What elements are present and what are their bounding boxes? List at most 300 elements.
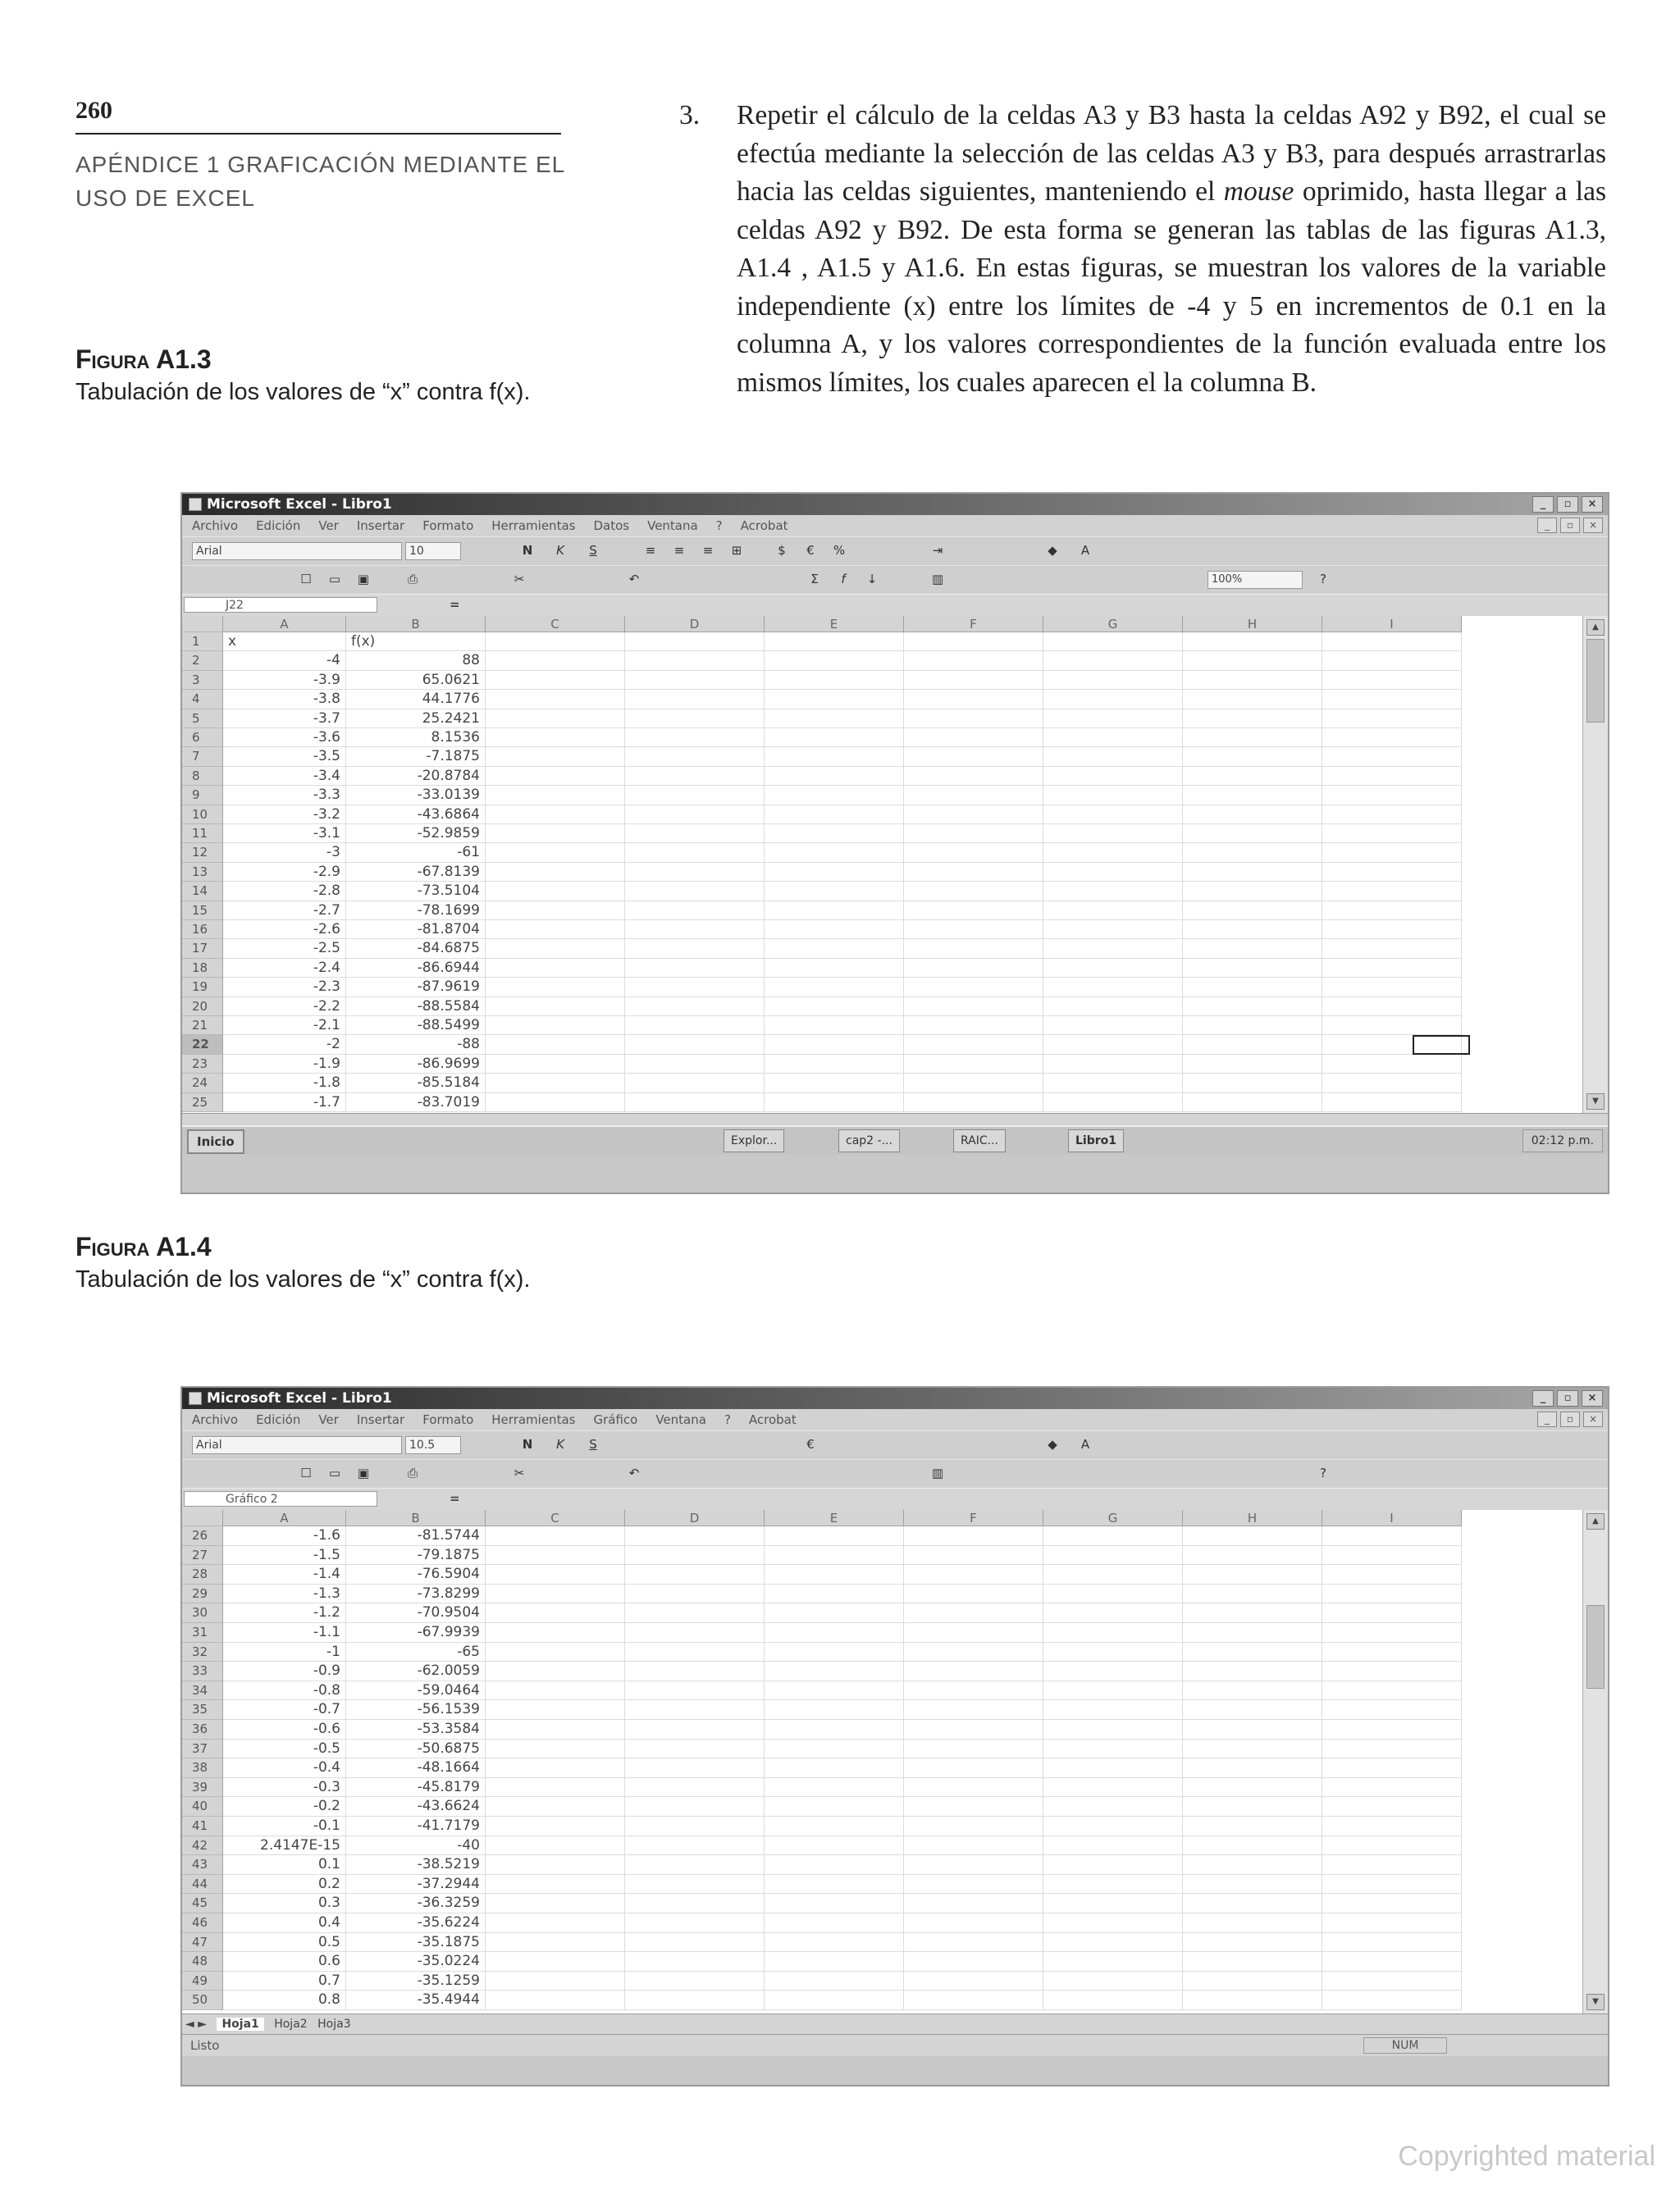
cell-empty[interactable] [1043,1778,1183,1798]
cell-empty[interactable] [904,882,1043,901]
sheet-tab-hoja1[interactable]: Hoja1 [217,2018,263,2031]
cell-x-value[interactable]: 0.3 [223,1894,346,1913]
cell-empty[interactable] [765,1700,904,1720]
menu-item[interactable]: Formato [422,1412,474,1427]
cell-empty[interactable] [625,1565,765,1585]
cell-fx-value[interactable]: -33.0139 [346,786,486,805]
cell-empty[interactable] [765,1662,904,1681]
cell-empty[interactable] [1322,1875,1462,1895]
cell-fx-value[interactable]: -87.9619 [346,978,486,997]
cell-empty[interactable] [1183,1526,1322,1546]
cell-empty[interactable] [1322,1093,1462,1112]
help-icon[interactable]: ? [1320,1466,1326,1480]
cell-empty[interactable] [625,651,765,670]
chart-icon[interactable]: ▥ [931,572,944,586]
cell-empty[interactable] [625,1035,765,1054]
cell-empty[interactable] [1043,1758,1183,1778]
cell-fx-value[interactable]: -56.1539 [346,1700,486,1720]
cell-empty[interactable] [486,920,625,939]
cell-empty[interactable] [625,824,765,843]
cell-empty[interactable] [765,1894,904,1913]
row-header[interactable]: 8 [182,767,223,786]
cell-empty[interactable] [486,1855,625,1875]
cell-empty[interactable] [1043,939,1183,958]
row-header[interactable]: 22 [182,1035,223,1054]
cell-empty[interactable] [1322,767,1462,786]
cell-empty[interactable] [765,1074,904,1092]
cell-empty[interactable] [1043,1093,1183,1112]
column-header[interactable]: B [346,1510,486,1526]
cell-empty[interactable] [765,1913,904,1933]
cell-empty[interactable] [1043,690,1183,709]
cell-empty[interactable] [904,901,1043,920]
chart-icon[interactable]: ▥ [931,1466,944,1480]
cell-empty[interactable] [625,1016,765,1035]
cell-empty[interactable] [1043,786,1183,805]
cell-empty[interactable] [765,767,904,786]
cell-empty[interactable] [625,1797,765,1817]
cell-empty[interactable] [1322,632,1462,651]
cell-empty[interactable] [1183,1991,1322,2010]
font-size-select[interactable]: 10 [405,542,461,560]
column-header[interactable]: F [904,616,1043,632]
cell-empty[interactable] [625,1991,765,2010]
cell-empty[interactable] [765,824,904,843]
cell-fx-value[interactable]: -67.9939 [346,1623,486,1643]
cell-empty[interactable] [1183,1603,1322,1623]
cell-empty[interactable] [1322,863,1462,882]
cell-empty[interactable] [765,1585,904,1604]
row-header[interactable]: 23 [182,1055,223,1074]
row-header[interactable]: 20 [182,997,223,1016]
cell-empty[interactable] [765,1016,904,1035]
scroll-up-icon[interactable]: ▲ [1586,1513,1605,1530]
cell-empty[interactable] [486,1972,625,1991]
cell-empty[interactable] [1043,1894,1183,1913]
cell-empty[interactable] [625,728,765,747]
close-icon[interactable]: × [1582,1390,1603,1407]
cell-empty[interactable] [486,1991,625,2010]
cell-empty[interactable] [1183,671,1322,690]
cell-empty[interactable] [625,1778,765,1798]
cell-empty[interactable] [765,1681,904,1701]
cell-empty[interactable] [1322,1894,1462,1913]
row-header[interactable]: 40 [182,1797,223,1817]
cell-empty[interactable] [625,1952,765,1972]
row-header[interactable]: 11 [182,824,223,843]
cell-empty[interactable] [765,1055,904,1074]
cell-x-value[interactable]: -3.1 [223,824,346,843]
cell-fx-value[interactable]: -40 [346,1836,486,1856]
cell-empty[interactable] [904,1778,1043,1798]
cell-fx-value[interactable]: -20.8784 [346,767,486,786]
cell-empty[interactable] [1322,1836,1462,1856]
cell-empty[interactable] [904,1758,1043,1778]
sheet-tab-hoja2[interactable]: Hoja2 [274,2018,308,2031]
cell-empty[interactable] [625,1875,765,1895]
cell-empty[interactable] [1322,747,1462,766]
scroll-thumb[interactable] [1586,1605,1605,1689]
cell-x-value[interactable]: 0.6 [223,1952,346,1972]
cell-empty[interactable] [1183,843,1322,862]
merge-icon[interactable]: ⊞ [731,543,742,558]
cell-empty[interactable] [1322,1546,1462,1566]
cell-empty[interactable] [1322,1952,1462,1972]
cell-fx-value[interactable]: -61 [346,843,486,862]
row-header[interactable]: 16 [182,920,223,939]
cell-empty[interactable] [904,1055,1043,1074]
cell-empty[interactable] [1183,997,1322,1016]
cell-empty[interactable] [1043,1817,1183,1836]
close-icon[interactable]: × [1582,496,1603,513]
cell-empty[interactable] [486,1797,625,1817]
cell-x-value[interactable]: -1.9 [223,1055,346,1074]
cell-fx-value[interactable]: -62.0059 [346,1662,486,1681]
row-header[interactable]: 47 [182,1933,223,1953]
row-header[interactable]: 50 [182,1991,223,2010]
cell-empty[interactable] [1322,709,1462,728]
cell-empty[interactable] [1183,767,1322,786]
cell-x-value[interactable]: 2.4147E-15 [223,1836,346,1856]
row-header[interactable]: 48 [182,1952,223,1972]
cell-empty[interactable] [486,1526,625,1546]
cell-empty[interactable] [1183,978,1322,997]
doc-close-icon[interactable]: × [1583,1412,1603,1427]
cell-empty[interactable] [1322,728,1462,747]
row-header[interactable]: 38 [182,1758,223,1778]
vertical-scrollbar[interactable] [1582,1510,1608,2014]
cell-fx-value[interactable]: -88.5584 [346,997,486,1016]
cell-empty[interactable] [904,747,1043,766]
cell-empty[interactable] [1183,959,1322,978]
cell-fx-value[interactable]: -81.5744 [346,1526,486,1546]
cell-x-value[interactable]: 0.7 [223,1972,346,1991]
column-header[interactable]: H [1183,1510,1322,1526]
cell-empty[interactable] [486,1758,625,1778]
column-header[interactable]: G [1043,616,1183,632]
cell-empty[interactable] [486,805,625,824]
cell-empty[interactable] [1183,1740,1322,1759]
cell-empty[interactable] [1043,1585,1183,1604]
cell-empty[interactable] [625,1836,765,1856]
menu-item[interactable]: Formato [422,518,474,533]
print-icon[interactable]: ⎙ [407,1466,418,1480]
cell-empty[interactable] [486,1055,625,1074]
cell-empty[interactable] [904,1035,1043,1054]
cell-empty[interactable] [625,1623,765,1643]
column-header[interactable]: I [1322,616,1462,632]
row-header[interactable]: 36 [182,1720,223,1740]
cell-empty[interactable] [904,1913,1043,1933]
cell-fx-value[interactable]: -53.3584 [346,1720,486,1740]
cell-empty[interactable] [625,901,765,920]
cell-empty[interactable] [1322,1565,1462,1585]
cell-empty[interactable] [904,824,1043,843]
cell-x-value[interactable]: -2.4 [223,959,346,978]
cell-empty[interactable] [486,728,625,747]
menu-item[interactable]: Herramientas [491,518,576,533]
cell-empty[interactable] [1043,651,1183,670]
cell-empty[interactable] [765,1093,904,1112]
cell-empty[interactable] [904,632,1043,651]
sum-icon[interactable]: Σ [810,572,819,586]
cell-empty[interactable] [625,1643,765,1662]
column-header[interactable]: A [223,616,346,632]
cell-empty[interactable] [1183,863,1322,882]
font-color-icon[interactable]: A [1080,543,1090,558]
row-header[interactable]: 44 [182,1875,223,1895]
cell-empty[interactable] [625,939,765,958]
currency-icon[interactable]: $ [778,543,786,558]
cell-empty[interactable] [1043,1055,1183,1074]
cell-empty[interactable] [486,651,625,670]
cell-empty[interactable] [1043,1952,1183,1972]
fill-color-icon[interactable]: ◆ [1048,543,1057,558]
cell-empty[interactable] [1322,1972,1462,1991]
cell-empty[interactable] [1183,1855,1322,1875]
menu-item[interactable]: Ventana [655,1412,706,1427]
undo-icon[interactable]: ↶ [628,1466,640,1480]
cell-empty[interactable] [765,1991,904,2010]
cell-x-value[interactable]: -2.5 [223,939,346,958]
cell-empty[interactable] [625,1817,765,1836]
cell-empty[interactable] [1043,863,1183,882]
cell-empty[interactable] [1322,920,1462,939]
cell-empty[interactable] [1183,1972,1322,1991]
doc-minimize-icon[interactable]: _ [1537,1412,1557,1427]
zoom-select[interactable]: 100% [1208,571,1303,589]
cell-x-value[interactable]: 0.1 [223,1855,346,1875]
cell-empty[interactable] [1322,1991,1462,2010]
cell-x-value[interactable]: -3.7 [223,709,346,728]
cell-empty[interactable] [765,1952,904,1972]
cell-empty[interactable] [625,1681,765,1701]
column-header[interactable]: B [346,616,486,632]
cell-empty[interactable] [765,1603,904,1623]
cell-empty[interactable] [904,978,1043,997]
row-header[interactable]: 31 [182,1623,223,1643]
save-icon[interactable]: ▣ [357,572,370,586]
sort-asc-icon[interactable]: ↓ [866,572,878,586]
cell-empty[interactable] [904,1797,1043,1817]
cell-empty[interactable] [904,1546,1043,1566]
cell-empty[interactable] [904,1093,1043,1112]
minimize-icon[interactable]: _ [1532,496,1554,513]
row-header[interactable]: 37 [182,1740,223,1759]
cell-fx-value[interactable]: -73.5104 [346,882,486,901]
minimize-icon[interactable]: _ [1532,1390,1554,1407]
new-icon[interactable]: ☐ [300,572,312,586]
cell-empty[interactable] [904,1565,1043,1585]
cell-empty[interactable] [1183,1700,1322,1720]
row-header[interactable]: 26 [182,1526,223,1546]
cell-empty[interactable] [1043,1720,1183,1740]
cell-empty[interactable] [1322,1855,1462,1875]
cell-fx-value[interactable]: -35.0224 [346,1952,486,1972]
cell-empty[interactable] [1043,920,1183,939]
cell-empty[interactable] [1183,1662,1322,1681]
cell-empty[interactable] [1043,901,1183,920]
row-header[interactable]: 24 [182,1074,223,1092]
cell-empty[interactable] [486,1952,625,1972]
cell-empty[interactable] [765,651,904,670]
cell-fx-value[interactable]: -43.6624 [346,1797,486,1817]
cell-empty[interactable] [1043,1797,1183,1817]
cell-empty[interactable] [1043,747,1183,766]
save-icon[interactable]: ▣ [357,1466,370,1480]
cell-empty[interactable] [486,978,625,997]
row-header[interactable]: 15 [182,901,223,920]
cell-x-value[interactable]: 0.8 [223,1991,346,2010]
cell-x-value[interactable]: -1.8 [223,1074,346,1092]
cell-empty[interactable] [1322,824,1462,843]
cell-empty[interactable] [625,1074,765,1092]
cell-empty[interactable] [1183,1643,1322,1662]
cell-empty[interactable] [904,1855,1043,1875]
cell-empty[interactable] [904,959,1043,978]
cell-empty[interactable] [904,1720,1043,1740]
cell-empty[interactable] [1183,824,1322,843]
cell-empty[interactable] [486,1875,625,1895]
cell-empty[interactable] [1183,1778,1322,1798]
cell-empty[interactable] [1043,1643,1183,1662]
cell-empty[interactable] [765,1875,904,1895]
cell-empty[interactable] [486,1546,625,1566]
cell-empty[interactable] [1043,632,1183,651]
row-header[interactable]: 45 [182,1894,223,1913]
row-header[interactable]: 5 [182,709,223,728]
row-header[interactable]: 34 [182,1681,223,1701]
cell-x-value[interactable]: -3.8 [223,690,346,709]
cell-empty[interactable] [1043,1700,1183,1720]
row-header[interactable]: 10 [182,805,223,824]
underline-icon[interactable]: S [589,1437,597,1452]
cell-empty[interactable] [1043,1074,1183,1092]
cell-empty[interactable] [1322,1700,1462,1720]
cell-fx-value[interactable]: -86.9699 [346,1055,486,1074]
cell-x-value[interactable]: -1.6 [223,1526,346,1546]
cell-empty[interactable] [765,805,904,824]
cell-fx-value[interactable]: -41.7179 [346,1817,486,1836]
cell-empty[interactable] [1043,671,1183,690]
cell-empty[interactable] [1043,1740,1183,1759]
cell-empty[interactable] [625,1855,765,1875]
cell-empty[interactable] [904,1817,1043,1836]
cell-empty[interactable] [765,939,904,958]
cell-empty[interactable] [1043,843,1183,862]
cell-empty[interactable] [486,1700,625,1720]
maximize-icon[interactable]: ▫ [1557,1390,1578,1407]
cell-empty[interactable] [1322,978,1462,997]
cell-empty[interactable] [1043,1972,1183,1991]
cell-fx-value[interactable]: -35.1259 [346,1972,486,1991]
row-header[interactable]: 9 [182,786,223,805]
doc-restore-icon[interactable]: ▫ [1560,518,1580,533]
cell-empty[interactable] [625,1546,765,1566]
new-icon[interactable]: ☐ [300,1466,312,1480]
cell-x-value[interactable]: -0.9 [223,1662,346,1681]
menu-item[interactable]: Herramientas [491,1412,576,1427]
cell-x-value[interactable]: x [223,632,346,651]
cell-empty[interactable] [904,786,1043,805]
cell-empty[interactable] [625,690,765,709]
menu-item[interactable]: Ventana [647,518,698,533]
cell-fx-value[interactable]: 25.2421 [346,709,486,728]
cell-x-value[interactable]: -3.3 [223,786,346,805]
cell-empty[interactable] [765,1565,904,1585]
cell-x-value[interactable]: -1.5 [223,1546,346,1566]
cell-empty[interactable] [1183,747,1322,766]
cell-empty[interactable] [1322,690,1462,709]
cell-empty[interactable] [625,997,765,1016]
column-header[interactable]: F [904,1510,1043,1526]
menu-item[interactable]: Archivo [192,518,239,533]
cell-fx-value[interactable]: -70.9504 [346,1603,486,1623]
row-header[interactable]: 39 [182,1778,223,1798]
cell-empty[interactable] [1043,1875,1183,1895]
row-header[interactable]: 46 [182,1913,223,1933]
cell-empty[interactable] [1322,651,1462,670]
cell-fx-value[interactable]: -78.1699 [346,901,486,920]
cell-empty[interactable] [904,1603,1043,1623]
cell-empty[interactable] [1322,1740,1462,1759]
cell-empty[interactable] [904,1016,1043,1035]
select-all-corner[interactable] [182,616,223,632]
cell-empty[interactable] [486,1643,625,1662]
scroll-down-icon[interactable]: ▼ [1586,1994,1605,2010]
cell-empty[interactable] [486,1740,625,1759]
cell-empty[interactable] [1183,1836,1322,1856]
cell-x-value[interactable]: -0.6 [223,1720,346,1740]
column-header[interactable]: D [625,1510,765,1526]
cell-empty[interactable] [1183,939,1322,958]
print-icon[interactable]: ⎙ [407,572,418,586]
cell-empty[interactable] [1322,939,1462,958]
cell-x-value[interactable]: -3.4 [223,767,346,786]
row-header[interactable]: 18 [182,959,223,978]
cell-fx-value[interactable]: -38.5219 [346,1855,486,1875]
cell-empty[interactable] [1183,1952,1322,1972]
cell-empty[interactable] [486,767,625,786]
menu-item[interactable]: Edición [256,1412,301,1427]
cell-empty[interactable] [625,671,765,690]
cell-empty[interactable] [765,728,904,747]
cell-empty[interactable] [486,786,625,805]
cell-empty[interactable] [904,1623,1043,1643]
cell-empty[interactable] [904,1585,1043,1604]
cell-x-value[interactable]: -0.1 [223,1817,346,1836]
cell-empty[interactable] [1043,1526,1183,1546]
cell-empty[interactable] [625,786,765,805]
scroll-down-icon[interactable]: ▼ [1586,1093,1605,1110]
cell-empty[interactable] [904,1740,1043,1759]
column-header[interactable]: A [223,1510,346,1526]
cell-empty[interactable] [904,1933,1043,1953]
column-header[interactable]: G [1043,1510,1183,1526]
cell-empty[interactable] [486,1817,625,1836]
row-header[interactable]: 29 [182,1585,223,1604]
cell-empty[interactable] [486,1836,625,1856]
maximize-icon[interactable]: ▫ [1557,496,1578,513]
cell-empty[interactable] [904,863,1043,882]
cell-empty[interactable] [1322,901,1462,920]
cell-empty[interactable] [486,1720,625,1740]
cell-empty[interactable] [625,632,765,651]
name-box[interactable]: Gráfico 2 [184,1491,377,1507]
cell-empty[interactable] [1183,1074,1322,1092]
row-header[interactable]: 19 [182,978,223,997]
cell-empty[interactable] [486,690,625,709]
